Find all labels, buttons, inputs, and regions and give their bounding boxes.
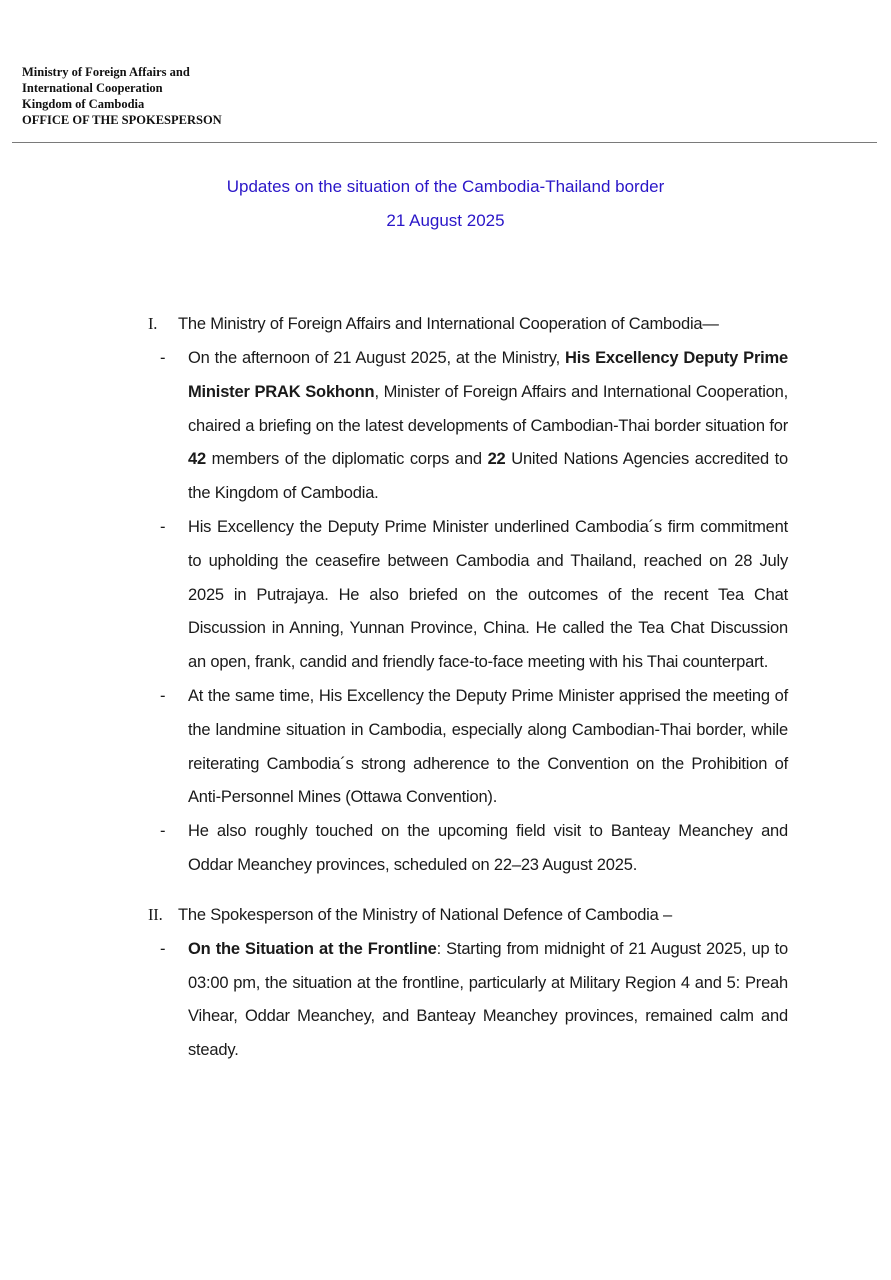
document-title: Updates on the situation of the Cambodia-Thailand border <box>226 177 665 196</box>
letterhead-line-kingdom: Kingdom of Cambodia <box>22 97 145 111</box>
section-heading-mfaic <box>148 308 788 342</box>
letterhead-line-office: OFFICE OF THE SPOKESPERSON <box>22 113 222 127</box>
text-run: United Nations Agencies accredited to the Kingdom of Cambodia. <box>188 450 788 503</box>
text-run: : Starting from midnight of 21 August 2025, up to 03:00 pm, the situation at the frontline, particularly at Military Region 4 and 5: Preah Vihear, Oddar Meanchey, and Banteay Meanchey provinces, remained calm and steady. <box>188 939 789 1060</box>
bold-lead: On the Situation at the Frontline <box>188 939 437 958</box>
section-number: II. <box>148 904 163 924</box>
header-divider <box>12 142 877 143</box>
text-run: On the afternoon of 21 August 2025, at the Ministry, <box>188 349 565 367</box>
document-date: 21 August 2025 <box>386 211 505 230</box>
list-item <box>148 815 788 883</box>
bold-count-un: 22 <box>487 450 506 469</box>
letterhead-line-ministry: Ministry of Foreign Affairs and <box>22 65 190 79</box>
document-body <box>148 308 788 1068</box>
section-number: I. <box>148 314 158 333</box>
letterhead <box>22 64 222 128</box>
bullet-text: He also roughly touched on the upcoming field visit to Banteay Meanchey and Oddar Meanchey provinces, scheduled on 22–23 August 2025. <box>188 822 788 874</box>
bullet-text: His Excellency the Deputy Prime Minister underlined Cambodia´s firm commitment to upholding the ceasefire between Cambodia and Thailand, reached on 28 July 2025 in Putrajaya. He also briefed on the outcomes of the recent Tea Chat Discussion in Anning, Yunnan Province, China. He called the Tea Chat Discussion an open, frank, candid and friendly face-to-face meeting with his Thai counterpart. <box>188 517 788 672</box>
bold-count-diplomatic: 42 <box>188 450 206 469</box>
list-item <box>148 511 788 680</box>
list-item <box>148 342 788 511</box>
bullet-dash: - <box>160 822 166 841</box>
section-title: The Spokesperson of the Ministry of National Defence of Cambodia – <box>178 905 672 924</box>
section-heading-defence <box>148 899 788 933</box>
letterhead-line-cooperation: International Cooperation <box>22 81 163 95</box>
bullet-text <box>188 933 788 1068</box>
bold-name: His Excellency Deputy Prime Minister PRAK Sokhonn <box>188 349 788 401</box>
bullet-dash: - <box>160 686 166 705</box>
bullet-dash: - <box>160 939 166 958</box>
list-item <box>148 933 788 1068</box>
bullet-dash: - <box>160 349 166 367</box>
section-title: The Ministry of Foreign Affairs and International Cooperation of Cambodia— <box>178 315 719 333</box>
document-title-block <box>0 172 891 240</box>
list-item <box>148 680 788 815</box>
bullet-text <box>188 342 788 511</box>
bullet-dash: - <box>160 517 166 536</box>
text-run: members of the diplomatic corps and <box>205 450 488 469</box>
spacer <box>148 883 788 899</box>
text-run: , Minister of Foreign Affairs and International Cooperation, chaired a briefing on the latest developments of Cambodian-Thai border situation for <box>188 382 789 435</box>
bullet-text: At the same time, His Excellency the Deputy Prime Minister apprised the meeting of the landmine situation in Cambodia, especially along Cambodian-Thai border, while reiterating Cambodia´s strong adherence to the Convention on the Prohibition of Anti-Personnel Mines (Ottawa Convention). <box>188 686 788 807</box>
